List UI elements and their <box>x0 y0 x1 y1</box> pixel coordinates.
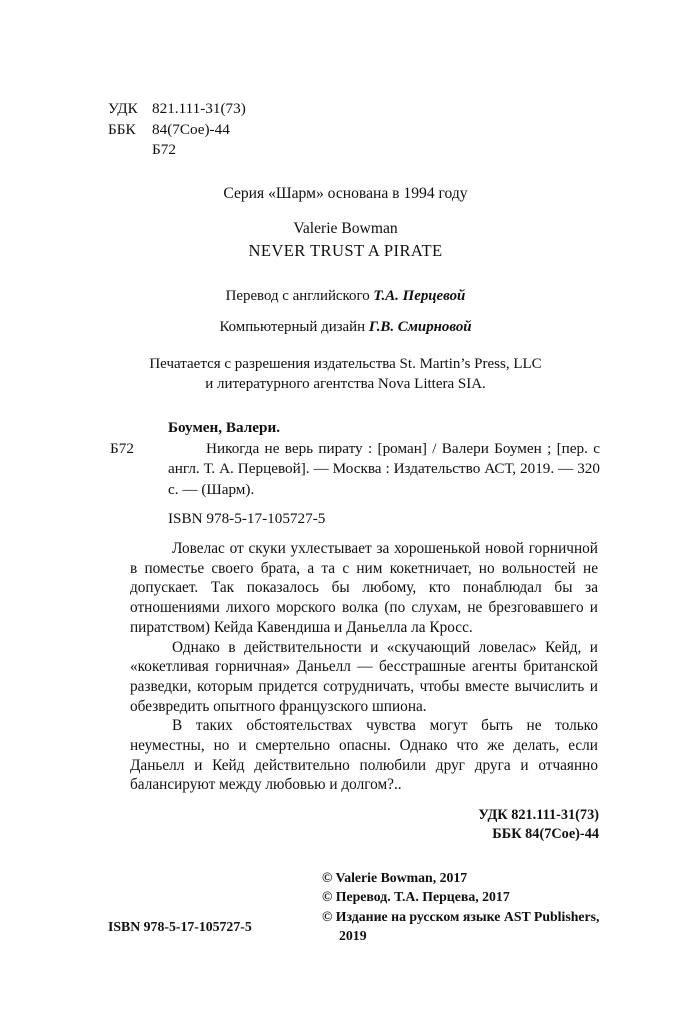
translation-label: Перевод с английского <box>225 288 374 304</box>
author-latin: Valerie Bowman <box>293 220 398 237</box>
isbn-main: ISBN 978-5-17-105727-5 <box>168 510 326 527</box>
copyright-line: © Valerie Bowman, 2017 <box>322 870 468 885</box>
annotation-paragraph: Ловелас от скуки ухлестывает за хорошенькой новой горничной в поместье своего брата, а та с ним кокетничает, но вольностей не допускает. Так показалось бы любому, кто понаблюдал бы за отношениями лихого морского волка (по слухам, не брезговавшего и пиратством) Кейда Кавендиша и Даньелла ла Кросс. <box>130 540 598 636</box>
series-line: Серия «Шарм» основана в 1994 году <box>223 185 468 202</box>
record-body-text: Никогда не верь пирату : [роман] / Валери Боумен ; [пер. с англ. Т. А. Перцевой]. — Москва : Издательство АСТ, 2019. — 320 с. — (Шарм). <box>168 439 600 498</box>
udk-row <box>108 99 246 120</box>
classification-block-bottom <box>0 806 691 844</box>
udk-value: 821.111-31(73) <box>152 100 246 117</box>
copyright-block <box>322 868 622 945</box>
record-siglum: Б72 <box>110 439 134 457</box>
permission-line-1: Печатается с разрешения издательства St. Martin’s Press, LLC <box>149 356 542 372</box>
udk-bottom: УДК 821.111-31(73) <box>478 807 599 823</box>
bibliographic-record <box>110 418 600 500</box>
permission-line-2: и литературного агентства Nova Littera SIA. <box>205 376 486 392</box>
record-body <box>110 439 600 501</box>
copyright-line: © Перевод. Т.А. Перцева, 2017 <box>322 889 510 905</box>
copyright-line: © Издание на русском языке AST Publishers, 2019 <box>322 908 600 943</box>
bbk-bottom: ББК 84(7Сое)-44 <box>492 826 599 842</box>
siglum-row <box>108 140 246 161</box>
annotation <box>130 539 598 795</box>
translator-name: Т.А. Перцевой <box>373 288 466 304</box>
bbk-label: ББК <box>108 120 136 138</box>
udk-label: УДК <box>108 100 138 117</box>
translation-credit <box>0 288 691 305</box>
designer-name: Г.В. Смирновой <box>368 319 472 335</box>
annotation-paragraph: В таких обстоятельствах чувства могут быть не только неуместны, но и смертельно опасны. Однако что же делать, если Даньелл и Кейд действительно полюбили друг друга и отчаянно балансируют между любовью и долгом?.. <box>130 717 598 794</box>
record-author: Боумен, Валери. <box>168 419 280 436</box>
siglum-top: Б72 <box>152 141 176 158</box>
design-credit <box>0 319 691 336</box>
permission-notice <box>0 354 691 394</box>
design-label: Компьютерный дизайн <box>219 319 369 335</box>
annotation-paragraph: Однако в действительности и «скучающий ловелас» Кейд, и «кокетливая горничная» Даньелл — бесстрашные агенты британской разведки, которым придется сотрудничать, чтобы вместе вычислить и обезвредить опытного французского шпиона. <box>130 638 598 715</box>
isbn-bottom: ISBN 978-5-17-105727-5 <box>108 919 252 934</box>
title-latin: NEVER TRUST A PIRATE <box>248 241 443 260</box>
bbk-value: 84(7Сое)-44 <box>152 120 230 138</box>
classification-block-top <box>108 99 246 161</box>
bbk-row <box>108 120 246 141</box>
